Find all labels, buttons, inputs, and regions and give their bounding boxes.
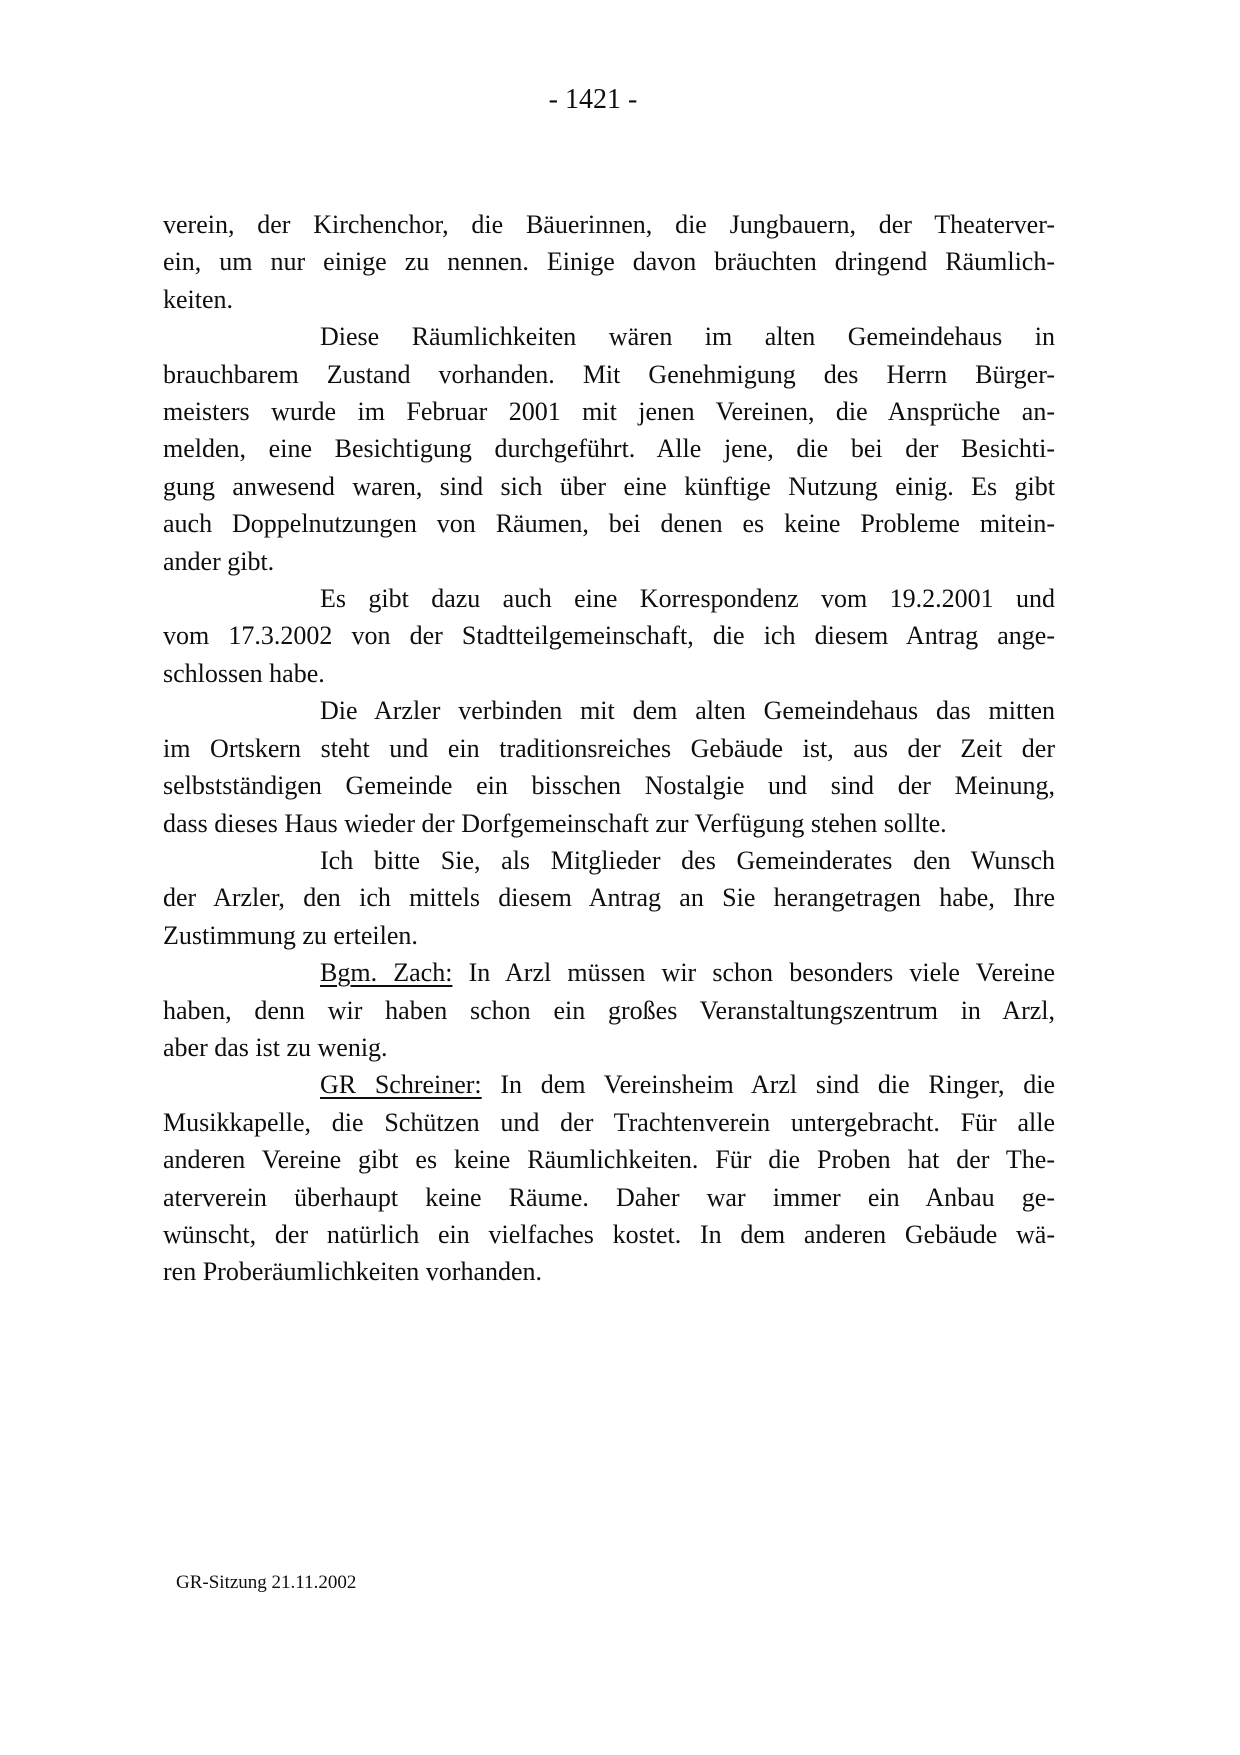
speaker-name: GR Schreiner: (320, 1070, 482, 1100)
text-line: anderen Vereine gibt es keine Räumlichkeiten. Für die Proben hat der The- (163, 1145, 1055, 1175)
text-line: meisters wurde im Februar 2001 mit jenen Vereinen, die Ansprüche an- (163, 397, 1055, 427)
footer-text: GR-Sitzung 21.11.2002 (176, 1572, 357, 1593)
paragraph (163, 954, 1055, 1066)
text-line: Es gibt dazu auch eine Korrespondenz vom 19.2.2001 und (320, 584, 1055, 614)
text-line: Die Arzler verbinden mit dem alten Gemeindehaus das mitten (320, 696, 1055, 726)
text-line: GR Schreiner: In dem Vereinsheim Arzl sind die Ringer, die (320, 1070, 1055, 1100)
text-line: aterverein überhaupt keine Räume. Daher war immer ein Anbau ge- (163, 1182, 1055, 1212)
paragraph (163, 318, 1055, 580)
text-line: Zustimmung zu erteilen. (163, 920, 418, 950)
paragraph (163, 692, 1055, 842)
paragraph (163, 842, 1055, 954)
text-line: brauchbarem Zustand vorhanden. Mit Genehmigung des Herrn Bürger- (163, 359, 1055, 389)
text-line: ren Proberäumlichkeiten vorhanden. (163, 1257, 543, 1287)
text-line: dass dieses Haus wieder der Dorfgemeinschaft zur Verfügung stehen sollte. (163, 808, 947, 838)
paragraph (163, 1066, 1055, 1290)
paragraph (163, 206, 1055, 318)
text-line: ander gibt. (163, 546, 275, 576)
text-line: der Arzler, den ich mittels diesem Antrag an Sie herangetragen habe, Ihre (163, 883, 1055, 913)
text-line: auch Doppelnutzungen von Räumen, bei denen es keine Probleme mitein- (163, 509, 1055, 539)
text-line: Ich bitte Sie, als Mitglieder des Gemeinderates den Wunsch (320, 845, 1055, 875)
text-line: schlossen habe. (163, 658, 325, 688)
text-line: wünscht, der natürlich ein vielfaches kostet. In dem anderen Gebäude wä- (163, 1219, 1055, 1249)
text-line: selbstständigen Gemeinde ein bisschen Nostalgie und sind der Meinung, (163, 771, 1055, 801)
page-number: - 1421 - (548, 84, 638, 115)
text-line: Musikkapelle, die Schützen und der Trachtenverein untergebracht. Für alle (163, 1107, 1055, 1137)
paragraph (163, 580, 1055, 692)
text-line: keiten. (163, 284, 234, 314)
text-line: verein, der Kirchenchor, die Bäuerinnen, die Jungbauern, der Theaterver- (163, 210, 1055, 239)
text-line: im Ortskern steht und ein traditionsreiches Gebäude ist, aus der Zeit der (163, 733, 1055, 763)
speaker-name: Bgm. Zach: (320, 958, 453, 988)
text-line: melden, eine Besichtigung durchgeführt. Alle jene, die bei der Besichti- (163, 434, 1055, 464)
text-line: ein, um nur einige zu nennen. Einige davon bräuchten dringend Räumlich- (163, 247, 1055, 277)
text-line: haben, denn wir haben schon ein großes Veranstaltungszentrum in Arzl, (163, 995, 1055, 1025)
text-line: aber das ist zu wenig. (163, 1032, 388, 1062)
text-line: vom 17.3.2002 von der Stadtteilgemeinschaft, die ich diesem Antrag ange- (163, 621, 1055, 651)
document-body (163, 206, 1055, 1291)
text-line: Diese Räumlichkeiten wären im alten Gemeindehaus in (320, 322, 1055, 352)
text-line: Bgm. Zach: In Arzl müssen wir schon besonders viele Vereine (320, 958, 1055, 988)
text-line: gung anwesend waren, sind sich über eine künftige Nutzung einig. Es gibt (163, 471, 1055, 501)
